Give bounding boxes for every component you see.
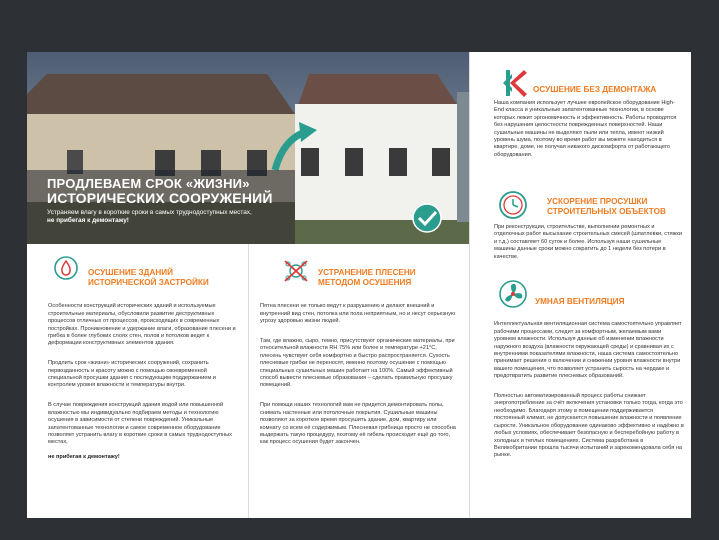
timer-icon [498,190,528,220]
col3-heading-ventilation: УМНАЯ ВЕНТИЛЯЦИЯ [535,297,625,306]
column-divider-middle [248,244,249,518]
col2-body: Пятна плесени не только ведут к разрушению и делают внешний и внутренний вид стен, потолка или пола неприятным, но и несут серьезную угрозу здоровью жизни людей. Там, где влажно, сыро, темно, присутствуют органические материалы, при относительной влажности RH 75% или более и температуре +21°С, плесень чувствует себя комфортно и быстро распространяется. Сухость плесневые грибки не переносят, именно поэтому осушение с помощью специальных сушильных машин работает на 100%. Самый эффективный способ вывести плесневые образования – сделать правильную просушку помещений. При помощи наших технологий вам не придется демонтировать полы, снимать настенные или потолочные покрытия. Сушильные машины позволяют за короткое время просушить здание, дом, квартиру или комнату со всем её содержимым. Плесневая грибница просто не способна выдержать такую процедуру, поэтому её гибель происходит ещё до того, как процесс осушения будет закончен. [260,303,456,446]
col3-heading-no-demolition: ОСУШЕНИЕ БЕЗ ДЕМОНТАЖА [533,85,657,94]
column-divider-right [469,52,470,518]
col1-body: Особенности конструкций исторических зданий и используемые строительные материалы, обусловили развитие деструктивных процессов отличных от процессов, происходящих в современных постройках. Проникновение и удержание влаги, образование плесени и грибка в более глубоких слоях стен, полов и потолков ведет к деформации конструктивных элементов здания. Продлить срок «жизни» исторических сооружений, сохранить первозданность и красоту можно с помощью своевременной специальной просушки здания с последующим поддержанием и контролем уровня влажности и температуры внутри. В случае повреждения конструкций здания водой или повышенной влажностью мы индивидуально подбираем методы и технологию осушения в зависимости от степени повреждений. Уникальные запатентованные технологии и самое современное оборудование позволяет устранить влагу в короткие сроки в самых труднодоступных местах, не прибегая к демонтажу! [48,303,236,461]
col3-body-2: При реконструкции, строительстве, выполнении ремонтных и отделочных работ высыхание строительных смесей (шпатлевки, стяжки и т.д.) составляет 60 суток и более. Используя наши сушильные машины данные сроки можно сократить до 1 недели без потери в качестве. [494,224,682,260]
fan-icon [498,279,528,309]
col3-body-1: Наша компания использует лучшее европейское оборудование High-End класса и уникальные запатентованные технологии, в основе которых лежит эргономичность и эффективность. Работы проводятся без нарушения целостности поврежденных поверхностей. Наши сушильные машины не выделяют пыли или тепла, имеют низкий уровень шума, поэтому во время работ вы можете находиться в квартире, доме, не получая никакого дискомфорта от работающего оборудования. [494,100,677,158]
hero-title: ПРОДЛЕВАЕМ СРОК «ЖИЗНИ» ИСТОРИЧЕСКИХ СООРУЖЕНИЙ [47,176,273,206]
water-drop-icon [54,256,78,280]
col2-heading: УСТРАНЕНИЕ ПЛЕСЕНИ МЕТОДОМ ОСУШЕНИЯ [318,268,416,287]
hero-subtitle: Устраняем влагу в короткие сроки в самых труднодоступных местах, не прибегая к демонтажу! [47,209,252,224]
col3-heading-drying: УСКОРЕНИЕ ПРОСУШКИ СТРОИТЕЛЬНЫХ ОБЪЕКТОВ [547,197,666,216]
col1-heading: ОСУШЕНИЕ ЗДАНИЙ ИСТОРИЧЕСКОЙ ЗАСТРОЙКИ [88,268,209,287]
col3-body-3: Интеллектуальная вентиляционная система самостоятельно управляет рабочими процессами, следит за комфортным, желаемым вами уровнем влажности. Используя данные об изменении влажности наружного воздуха (влажности окружающей среды) и сравнивая их с внутренними показателями влажности, наша система самостоятельно принимает решения о включении и снижении уровня влажности внутри вашего помещения, что позволяет устранить сырость на чердаке и предотвратить развитие плесневых образований. Полностью автоматизированный процесс работы снижает энергопотребление за счёт включения установки только тогда, когда это необходимо. Благодаря этому в помещении поддерживается постоянный климат, не допускается повышение влажности и появление сырости. Уникальное оборудование одинаково эффективно и надёжно в любых условиях, обеспечивает безопасную и бесперебойную работу в холодных и теплых помещениях. Система разработана в Великобритании прошла тысячи испытаний и зарекомендовала себя на рынке. [494,321,684,459]
k-logo-icon [500,68,528,98]
mold-icon [282,258,310,284]
